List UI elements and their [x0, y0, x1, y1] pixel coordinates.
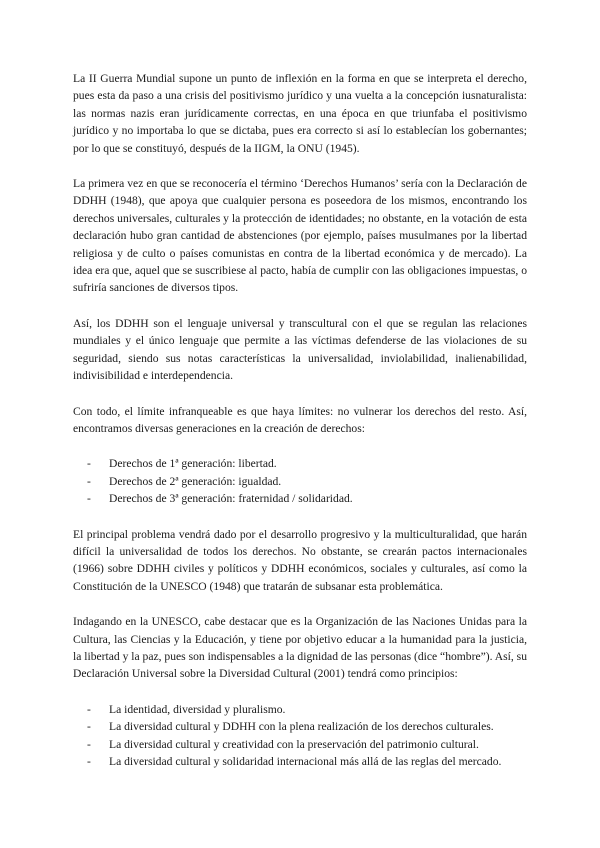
list-item-text: Derechos de 3ª generación: fraternidad / solidaridad.: [109, 492, 353, 506]
list-item: [87, 701, 527, 718]
bullet-dash: -: [87, 702, 91, 716]
list-item: [87, 455, 527, 472]
list-item-text: La diversidad cultural y creatividad con la preservación del patrimonio cultural.: [109, 737, 479, 751]
list-item: [87, 490, 527, 507]
paragraph-universal-language: Así, los DDHH son el lenguaje universal y transcultural con el que se regulan las relaciones mundiales y el único lenguaje que permite a las víctimas defenderse de las violaciones de su seguridad, siendo sus notas características la universalidad, inviolabilidad, inalienabilidad, indivisibilidad e interdependencia.: [73, 316, 527, 383]
paragraph-unesco: Indagando en la UNESCO, cabe destacar que es la Organización de las Naciones Unidas para la Cultura, las Ciencias y la Educación, y tiene por objetivo educar a la humanidad para la justicia, la libertad y la paz, pues son indispensables a la dignidad de las personas (dice “hombre”). Así, su Declaración Universal sobre la Diversidad Cultural (2001) tendrá como principios:: [73, 615, 527, 681]
list-item-text: La identidad, diversidad y pluralismo.: [109, 702, 286, 716]
document-body: [73, 70, 527, 788]
list-item: [87, 753, 527, 770]
list-item-text: La diversidad cultural y solidaridad internacional más allá de las reglas del mercado.: [109, 755, 502, 768]
list-item: [87, 718, 527, 735]
list-item: [87, 736, 527, 753]
generations-list: [73, 455, 527, 507]
bullet-dash: -: [87, 474, 91, 488]
list-item-text: La diversidad cultural y DDHH con la plena realización de los derechos culturales.: [109, 720, 494, 734]
list-item-text: Derechos de 1ª generación: libertad.: [109, 457, 277, 471]
bullet-dash: -: [87, 492, 91, 506]
bullet-dash: -: [87, 737, 91, 751]
bullet-dash: -: [87, 720, 91, 734]
paragraph-limits: Con todo, el límite infranqueable es que haya límites: no vulnerar los derechos del resto. Así, encontramos diversas generaciones en la creación de derechos:: [73, 404, 527, 435]
principles-list: [73, 701, 527, 771]
paragraph-multiculturalism: El principal problema vendrá dado por el desarrollo progresivo y la multiculturalidad, que harán difícil la universalidad de todos los derechos. No obstante, se crearán pactos internacionales (1966) sobre DDHH civiles y políticos y DDHH económicos, sociales y culturales, así como la Constitución de la UNESCO (1948) que tratarán de subsanar esta problemática.: [73, 527, 527, 593]
paragraph-wwii: La II Guerra Mundial supone un punto de inflexión en la forma en que se interpreta el derecho, pues esta da paso a una crisis del positivismo jurídico y una vuelta a la concepción iusnaturalista: las normas nazis eran jurídicamente correctas, en una época en que triunfaba el positivismo jurídico y no importaba lo que se dictaba, pues era correcto si así lo establecían los gobernantes; por lo que se constituyó, después de la IIGM, la ONU (1945).: [73, 72, 527, 155]
bullet-dash: -: [87, 755, 91, 768]
list-item: [87, 473, 527, 490]
paragraph-declaration: La primera vez en que se reconocería el término ‘Derechos Humanos’ sería con la Declaración de DDHH (1948), que apoya que cualquier persona es poseedora de los mismos, encontrando los derechos universales, culturales y la protección de identidades; no obstante, en la votación de esta declaración hubo gran cantidad de abstenciones (por ejemplo, países musulmanes por la libertad religiosa y de culto o países comunistas en contra de la libertad económica y de mercado). La idea era que, aquel que se suscribiese al pacto, había de cumplir con las obligaciones impuestas, o sufriría sanciones de diversos tipos.: [73, 177, 527, 295]
bullet-dash: -: [87, 457, 91, 471]
list-item-text: Derechos de 2ª generación: igualdad.: [109, 474, 282, 488]
